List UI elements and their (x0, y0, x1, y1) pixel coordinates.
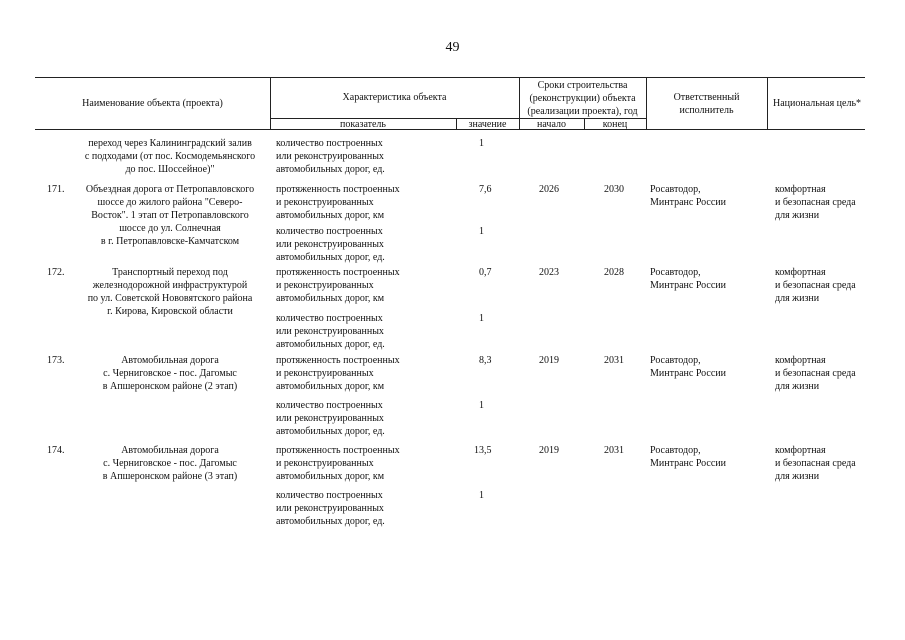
row-indicator: протяженность построенных и реконструированных автомобильных дорог, км (276, 355, 400, 392)
row-name: Автомобильная дорога с. Черниговское - пос. Дагомыс в Апшеронском районе (2 этап) (102, 355, 238, 392)
row-goal: комфортная и безопасная среда для жизни (775, 184, 856, 221)
header-value: значение (468, 119, 507, 130)
row-indicator: количество построенных или реконструированных автомобильных дорог, ед. (276, 138, 385, 175)
row-number: 174. (47, 445, 65, 456)
header-terms: Сроки строительства (реконструкции) объекта (реализации проекта), год (527, 80, 638, 117)
row-indicator: количество построенных или реконструированных автомобильных дорог, ед. (276, 490, 385, 527)
header-goal: Национальная цель* (772, 98, 862, 109)
row-name: переход через Калининградский залив с подходами (от пос. Космодемьянского до пос. Шоссейное)" (84, 138, 256, 175)
row-goal: комфортная и безопасная среда для жизни (775, 445, 856, 482)
row-executor: Росавтодор, Минтранс России (650, 445, 726, 469)
row-indicator: протяженность построенных и реконструированных автомобильных дорог, км (276, 267, 400, 304)
page-number: 49 (445, 40, 460, 55)
header-start: начало (537, 119, 566, 130)
row-value: 1 (479, 313, 484, 324)
row-number: 172. (47, 267, 65, 278)
header-executor: Ответственный исполнитель (673, 92, 740, 116)
row-executor: Росавтодор, Минтранс России (650, 184, 726, 208)
row-executor: Росавтодор, Минтранс России (650, 267, 726, 291)
row-start-year: 2019 (539, 445, 559, 456)
row-value: 1 (479, 400, 484, 411)
row-indicator: количество построенных или реконструированных автомобильных дорог, ед. (276, 226, 385, 263)
header-indicator: показатель (340, 119, 386, 130)
row-name: Транспортный переход под железнодорожной инфраструктурой по ул. Советской Нововятского района г. Кирова, Кировской области (87, 267, 253, 317)
row-name: Объездная дорога от Петропавловского шоссе до жилого района "Северо- Восток". 1 этап от Петропавловского шоссе до ул. Солнечная в г. Петропавловске-Камчатском (85, 184, 255, 247)
row-value: 1 (479, 226, 484, 237)
row-end-year: 2028 (604, 267, 624, 278)
row-end-year: 2031 (604, 355, 624, 366)
row-indicator: протяженность построенных и реконструированных автомобильных дорог, км (276, 184, 400, 221)
row-end-year: 2031 (604, 445, 624, 456)
row-executor: Росавтодор, Минтранс России (650, 355, 726, 379)
row-indicator: количество построенных или реконструированных автомобильных дорог, ед. (276, 400, 385, 437)
row-indicator: протяженность построенных и реконструированных автомобильных дорог, км (276, 445, 400, 482)
row-value: 7,6 (479, 184, 492, 195)
row-goal: комфортная и безопасная среда для жизни (775, 267, 856, 304)
row-value: 1 (479, 490, 484, 501)
header-characteristic: Характеристика объекта (342, 92, 447, 103)
row-name: Автомобильная дорога с. Черниговское - пос. Дагомыс в Апшеронском районе (3 этап) (102, 445, 238, 482)
row-value: 8,3 (479, 355, 492, 366)
row-number: 171. (47, 184, 65, 195)
row-goal: комфортная и безопасная среда для жизни (775, 355, 856, 392)
row-indicator: количество построенных или реконструированных автомобильных дорог, ед. (276, 313, 385, 350)
row-start-year: 2019 (539, 355, 559, 366)
row-number: 173. (47, 355, 65, 366)
header-name: Наименование объекта (проекта) (82, 98, 223, 109)
row-start-year: 2026 (539, 184, 559, 195)
row-end-year: 2030 (604, 184, 624, 195)
row-start-year: 2023 (539, 267, 559, 278)
row-value: 0,7 (479, 267, 492, 278)
row-value: 1 (479, 138, 484, 149)
row-value: 13,5 (474, 445, 492, 456)
table-top-rule (35, 77, 865, 78)
header-end: конец (602, 119, 628, 130)
